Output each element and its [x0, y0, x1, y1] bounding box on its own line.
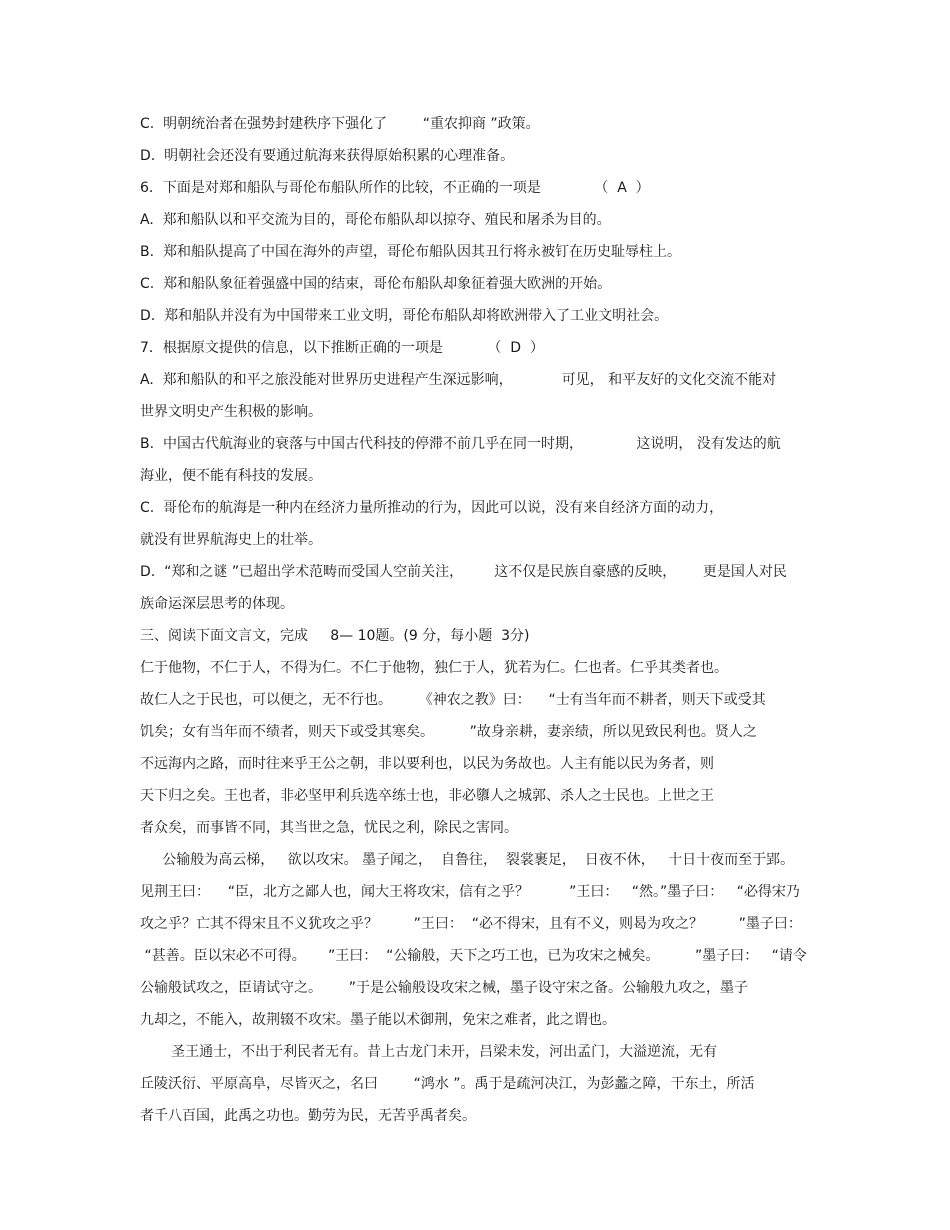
- text-line: C. 哥伦布的航海是一种内在经济力量所推动的行为，因此可以说，没有来自经济方面的动力，: [140, 500, 724, 516]
- text-line: C. 明朝统治者在强势封建秩序下强化了 “重农抑商 ”政策。: [140, 116, 540, 132]
- text-line: 者千八百国，此禹之功也。勤劳为民，无苦乎禹者矣。: [140, 1108, 476, 1124]
- text-line: “甚善。臣以宋必不可得。 ”王曰： “公输般，天下之巧工也，已为攻宋之械矣。 ”墨子曰： “请令: [140, 948, 807, 964]
- text-line: C. 郑和船队象征着强盛中国的结束，哥伦布船队却象征着强大欧洲的开始。: [140, 276, 612, 292]
- text-line: 就没有世界航海史上的壮举。: [140, 532, 322, 548]
- text-line: 者众矣，而事皆不同，其当世之急，忧民之利，除民之害同。: [140, 820, 518, 836]
- text-line: 仁于他物，不仁于人，不得为仁。不仁于他物，独仁于人，犹若为仁。仁也者。仁乎其类者也。: [140, 660, 728, 676]
- text-line: A. 郑和船队以和平交流为目的，哥伦布船队却以掠夺、殖民和屠杀为目的。: [140, 212, 611, 228]
- text-line: B. 郑和船队提高了中国在海外的声望，哥伦布船队因其丑行将永被钉在历史耻辱柱上。: [140, 244, 681, 260]
- text-line: 见荆王曰： “臣，北方之鄙人也，闻大王将攻宋，信有之乎？ ”王曰： “然。”墨子曰： “必得宋乃: [140, 884, 800, 900]
- text-line: 公输般为高云梯， 欲以攻宋。 墨子闻之， 自鲁往， 裂裳裹足， 日夜不休， 十日十夜而至于郢。: [140, 852, 795, 868]
- text-line: D. 郑和船队并没有为中国带来工业文明，哥伦布船队却将欧洲带入了工业文明社会。: [140, 308, 669, 324]
- text-line: A. 郑和船队的和平之旅没能对世界历史进程产生深远影响， 可见， 和平友好的文化交流不能对: [140, 372, 777, 388]
- text-line: 天下归之矣。王也者，非必坚甲利兵选卒练士也，非必隳人之城郭、杀人之士民也。上世之王: [140, 788, 714, 804]
- text-line: 九却之，不能入，故荆辍不攻宋。墨子能以术御荆，免宋之难者，此之谓也。: [140, 1012, 616, 1028]
- text-line: 丘陵沃衍、平原高阜，尽皆灭之，名曰 “鸿水 ”。禹于是疏河决江，为彭蠡之障，干东土，所活: [140, 1076, 755, 1092]
- section-heading: 三、阅读下面文言文，完成 8— 10题。(9 分，每小题 3分): [140, 628, 530, 644]
- text-line: D. 明朝社会还没有要通过航海来获得原始积累的心理准备。: [140, 148, 515, 164]
- text-line: 不远海内之路，而时往来乎王公之朝，非以要利也，以民为务故也。人主有能以民为务者，则: [140, 756, 714, 772]
- question-6: 6．下面是对郑和船队与哥伦布船队所作的比较，不正确的一项是 （ A ）: [140, 180, 650, 196]
- text-line: 公输般试攻之，臣请试守之。 ”于是公输般设攻宋之械，墨子设守宋之备。公输般九攻之，墨子: [140, 980, 748, 996]
- text-line: 圣王通士，不出于利民者无有。昔上古龙门未开，吕梁未发，河出孟门，大溢逆流，无有: [140, 1044, 718, 1060]
- text-line: D. “郑和之谜 ”已超出学术范畴而受国人空前关注， 这不仅是民族自豪感的反映， 更是国人对民: [140, 564, 787, 580]
- text-line: 海业，便不能有科技的发展。: [140, 468, 322, 484]
- text-line: 攻之乎？亡其不得宋且不义犹攻之乎？ ”王曰： “必不得宋，且有不义，则曷为攻之？ ”墨子曰：: [140, 916, 802, 932]
- text-line: B. 中国古代航海业的衰落与中国古代科技的停滞不前几乎在同一时期， 这说明， 没有发达的航: [140, 436, 781, 452]
- question-7: 7．根据原文提供的信息，以下推断正确的一项是 （ D ）: [140, 340, 544, 356]
- text-line: 故仁人之于民也，可以便之，无不行也。 《神农之教》曰： “士有当年而不耕者，则天下或受其: [140, 692, 766, 708]
- text-line: 饥矣；女有当年而不绩者，则天下或受其寒矣。 ”故身亲耕，妻亲绩，所以见致民利也。贤人之: [140, 724, 757, 740]
- text-line: 世界文明史产生积极的影响。: [140, 404, 322, 420]
- text-line: 族命运深层思考的体现。: [140, 596, 294, 612]
